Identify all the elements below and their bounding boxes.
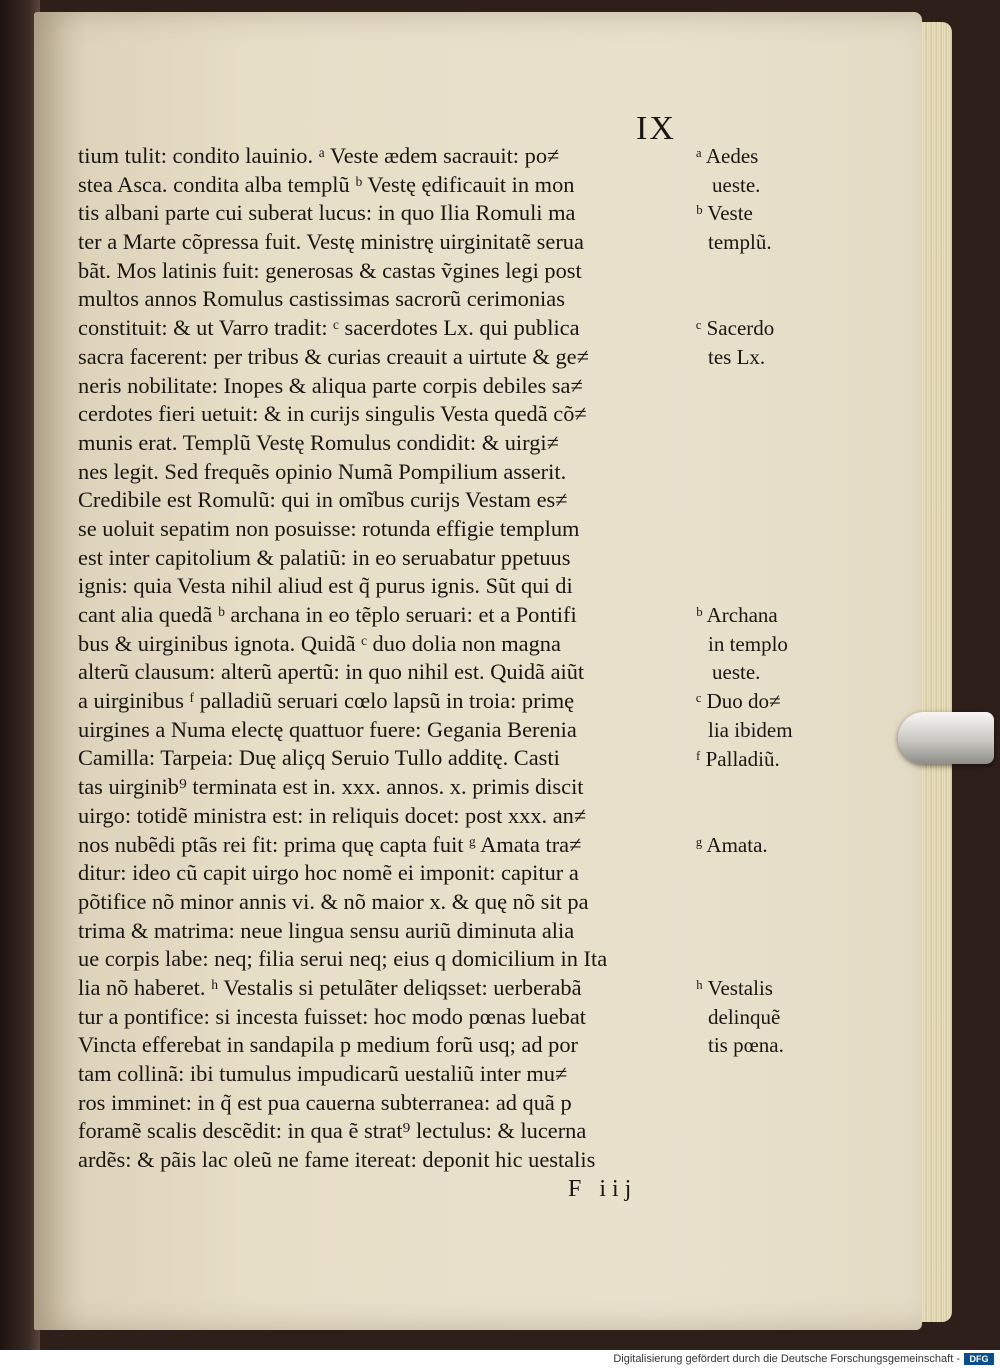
text-line: multos annos Romulus castissimas sacrorũ cerimonias	[78, 286, 565, 312]
funding-notice: Digitalisierung gefördert durch die Deutsche Forschungsgemeinschaft -	[613, 1353, 960, 1365]
text-line: Vincta efferebat in sandapila p medium forũ usq; ad por	[78, 1032, 579, 1058]
margin-note-line: ᶜ Duo do≠	[696, 689, 781, 713]
margin-note-line: ᶠ Palladiũ.	[696, 747, 780, 771]
margin-note-vestalis	[696, 974, 826, 1060]
text-line: ignis: quia Vesta nihil aliud est q̃ purus ignis. Sũt qui di	[78, 573, 573, 599]
margin-note-line: ᵍ Amata.	[696, 833, 768, 857]
text-line: ditur: ideo cũ capit uirgo hoc nomẽ ei imponit: capitur a	[78, 860, 579, 886]
margin-note-line: in templo	[708, 631, 788, 656]
text-line: tium tulit: condito lauinio. ᵃ Veste ædem sacrauit: po≠	[78, 143, 560, 168]
margin-note-line: ʰ Vestalis	[696, 976, 773, 1000]
margin-note-aedes	[696, 142, 826, 199]
text-line: a uirginibus ᶠ palladiũ seruari cœlo lapsũ in troia: primę	[78, 688, 575, 714]
margin-note-line: ueste.	[712, 660, 761, 685]
footer-bar	[0, 1350, 1000, 1368]
signature-mark: F iij	[568, 1176, 638, 1202]
text-line: neris nobilitate: Inopes & aliqua parte corpis debiles sa≠	[78, 372, 583, 398]
text-line: nes legit. Sed frequẽs opinio Numã Pompilium asserit.	[78, 458, 567, 484]
margin-note-palladium	[696, 745, 826, 774]
text-line: lia nõ haberet. ʰ Vestalis si petulãter deliqsset: uerberabã	[78, 974, 582, 1000]
margin-note-line: delinquẽ	[708, 1004, 781, 1029]
text-line: bus & uirginibus ignota. Quidã ᶜ duo dolia non magna	[78, 630, 561, 656]
margin-note-line: ueste.	[712, 172, 761, 197]
page-edges	[918, 22, 952, 1322]
text-line: trima & matrima: neue lingua sensu auriũ diminuta alia	[78, 917, 575, 943]
margin-note-sacerdotes	[696, 314, 826, 371]
text-line: sacra facerent: per tribus & curias creauit a uirtute & ge≠	[78, 343, 589, 369]
text-line: ros imminet: in q̃ est pua cauerna subterranea: ad quã p	[78, 1089, 572, 1115]
margin-note-veste-templum	[696, 199, 826, 256]
text-line: põtifice nõ minor annis vi. & nõ maior x. & quę nõ sit pa	[78, 888, 589, 914]
text-line: se uoluit sepatim non posuisse: rotunda effigie templum	[78, 515, 580, 541]
text-line: tam collinã: ibi tumulus impudicarũ uestaliũ inter mu≠	[78, 1061, 568, 1086]
text-line: bãt. Mos latinis fuit: generosas & castas ṽgines legi post	[78, 257, 582, 283]
text-line: stea Asca. condita alba templũ ᵇ Vestę ędificauit in mon	[78, 171, 575, 197]
text-line: constituit: & ut Varro tradit: ᶜ sacerdotes Lx. qui publica	[78, 315, 580, 341]
text-line: Credibile est Romulũ: qui in omĩbus curijs Vestam es≠	[78, 487, 568, 513]
text-line: foramẽ scalis descẽdit: in qua ẽ strat⁹ lectulus: & lucerna	[78, 1118, 587, 1144]
text-line: Camilla: Tarpeia: Duę aliçq Seruio Tullo additę. Casti	[78, 745, 560, 771]
margin-note-line: ᶜ Sacerdo	[696, 316, 775, 340]
text-line: tas uirginib⁹ terminata est in. xxx. annos. x. primis discit	[78, 774, 584, 800]
folio-number: IX	[636, 110, 676, 147]
margin-note-line: ᵇ Veste	[696, 201, 753, 225]
text-line: alterũ clausum: alterũ apertũ: in quo nihil est. Quidã aiũt	[78, 659, 585, 685]
margin-note-archana	[696, 601, 826, 687]
margin-note-line: templũ.	[708, 229, 772, 254]
text-line: ter a Marte cõpressa fuit. Vestę ministrę uirginitatẽ serua	[78, 229, 584, 255]
margin-note-line: tis pœna.	[708, 1033, 784, 1058]
margin-note-amata	[696, 831, 826, 860]
text-line: uirgines a Numa electę quattuor fuere: Gegania Berenia	[78, 716, 577, 742]
text-line: est inter capitolium & palatiũ: in eo seruabatur ppetuus	[78, 544, 571, 570]
text-line: ue corpis labe: neq; filia serui neq; eius q domicilium in Ita	[78, 946, 608, 972]
margin-note-line: lia ibidem	[708, 717, 793, 742]
text-line: cerdotes fieri uetuit: & in curijs singulis Vesta quedã cõ≠	[78, 401, 587, 427]
margin-note-duo-dolia	[696, 687, 826, 744]
text-line: tur a pontifice: si incesta fuisset: hoc modo pœnas luebat	[78, 1003, 587, 1029]
text-line: munis erat. Templũ Vestę Romulus condidit: & uirgi≠	[78, 429, 559, 455]
text-line: tis albani parte cui suberat lucus: in quo Ilia Romuli ma	[78, 200, 576, 226]
margin-note-line: ᵃ Aedes	[696, 144, 759, 168]
margin-note-line: ᵇ Archana	[696, 603, 778, 627]
text-line: ardẽs: & pãis lac oleũ ne fame itereat: deponit hic uestalis	[78, 1147, 596, 1173]
text-line: uirgo: totidẽ ministra est: in reliquis docet: post xxx. an≠	[78, 802, 587, 828]
page-clip	[898, 712, 994, 764]
dfg-logo: DFG	[964, 1353, 994, 1365]
margin-note-line: tes Lx.	[708, 344, 766, 369]
text-line: cant alia quedã ᵇ archana in eo tẽplo seruari: et a Pontifi	[78, 602, 577, 627]
main-text-block	[78, 142, 688, 1175]
text-line: nos nubẽdi ptãs rei fit: prima quę capta fuit ᵍ Amata tra≠	[78, 831, 582, 857]
